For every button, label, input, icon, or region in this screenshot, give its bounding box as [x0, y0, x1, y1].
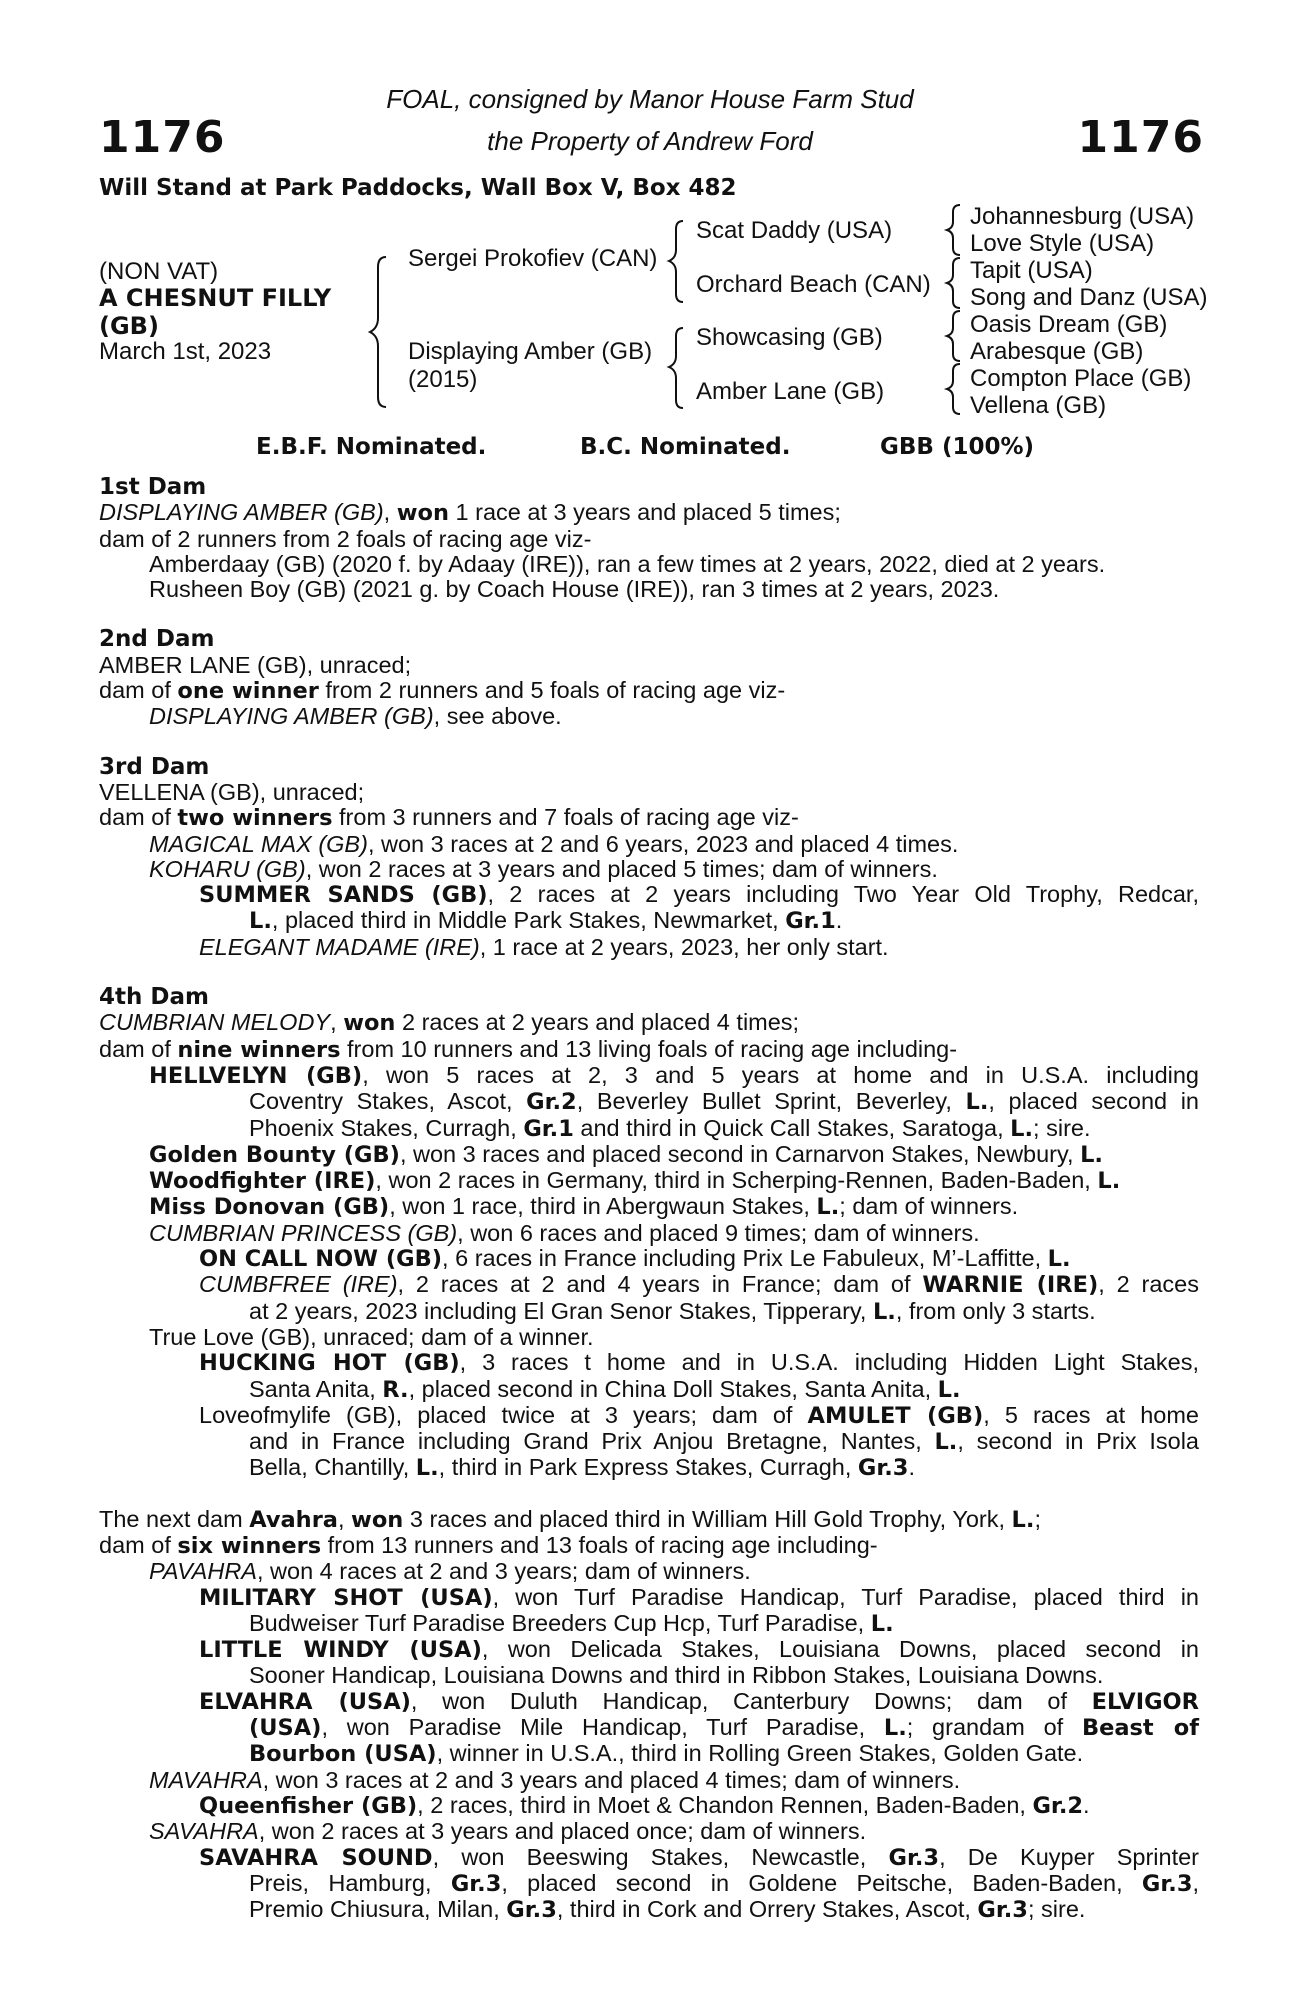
ped-ddd: Vellena (GB)	[970, 392, 1107, 419]
list-item: CUMBRIAN PRINCESS (GB), won 6 races and placed 9 times; dam of winners.	[149, 1219, 980, 1246]
second-dam-heading: 2nd Dam	[99, 626, 215, 653]
list-item-continued: (USA), won Paradise Mile Handicap, Turf Paradise, L.; grandam of Beast of	[249, 1714, 1199, 1742]
lot-number-left: 1176	[99, 112, 226, 163]
list-item: ELVAHRA (USA), won Duluth Handicap, Canterbury Downs; dam of ELVIGOR	[199, 1687, 1199, 1715]
horse-name: A CHESNUT FILLY	[99, 284, 332, 312]
fourth-dam-heading: 4th Dam	[99, 984, 209, 1011]
list-item: SUMMER SANDS (GB), 2 races at 2 years including Two Year Old Trophy, Redcar,	[199, 881, 1199, 909]
list-item-continued: Budweiser Turf Paradise Breeders Cup Hcp, Turf Paradise, L.	[249, 1609, 894, 1637]
list-item-continued: L., placed third in Middle Park Stakes, Newmarket, Gr.1.	[249, 907, 843, 935]
ped-sds: Tapit (USA)	[970, 257, 1093, 284]
list-item: Golden Bounty (GB), won 3 races and placed second in Carnarvon Stakes, Newbury, L.	[149, 1140, 1103, 1168]
fourth-dam-produce: dam of nine winners from 10 runners and 13 living foals of racing age including-	[99, 1035, 958, 1063]
list-item: HELLVELYN (GB), won 5 races at 2, 3 and 5 years at home and in U.S.A. including	[149, 1061, 1199, 1089]
list-item-continued: at 2 years, 2023 including El Gran Senor Stakes, Tipperary, L., from only 3 starts.	[249, 1297, 1096, 1325]
list-item: CUMBFREE (IRE), 2 races at 2 and 4 years in France; dam of WARNIE (IRE), 2 races	[199, 1271, 1199, 1299]
list-item: MAVAHRA, won 3 races at 2 and 3 years and placed 4 times; dam of winners.	[149, 1766, 961, 1793]
list-item: True Love (GB), unraced; dam of a winner.	[149, 1323, 594, 1350]
list-item-continued: Bella, Chantilly, L., third in Park Express Stakes, Curragh, Gr.3.	[249, 1454, 915, 1482]
sire-of-dam: Showcasing (GB)	[696, 324, 883, 351]
ebf-nomination: E.B.F. Nominated.	[256, 434, 487, 460]
list-item-continued: Coventry Stakes, Ascot, Gr.2, Beverley Bullet Sprint, Beverley, L., placed second in	[249, 1088, 1199, 1116]
list-item: HUCKING HOT (GB), 3 races t home and in U.S.A. including Hidden Light Stakes,	[199, 1349, 1199, 1377]
list-item: SAVAHRA, won 2 races at 3 years and placed once; dam of winners.	[149, 1818, 867, 1845]
third-dam-produce: dam of two winners from 3 runners and 7 foals of racing age viz-	[99, 804, 799, 832]
ped-dss: Oasis Dream (GB)	[970, 311, 1168, 338]
gbb-status: GBB (100%)	[880, 434, 1035, 460]
list-item-continued: Premio Chiusura, Milan, Gr.3, third in Cork and Orrery Stakes, Ascot, Gr.3; sire.	[249, 1896, 1086, 1924]
first-dam-record: DISPLAYING AMBER (GB), won 1 race at 3 years and placed 5 times;	[99, 499, 841, 527]
list-item: Rusheen Boy (GB) (2021 g. by Coach House (IRE)), ran 3 times at 2 years, 2023.	[149, 576, 1000, 603]
ped-ssd: Love Style (USA)	[970, 230, 1155, 257]
dam: Displaying Amber (GB)	[408, 338, 653, 365]
list-item-continued: Bourbon (USA), winner in U.S.A., third in Rolling Green Stakes, Golden Gate.	[249, 1740, 1084, 1768]
list-item-continued: Preis, Hamburg, Gr.3, placed second in Goldene Peitsche, Baden-Baden, Gr.3,	[249, 1869, 1200, 1897]
stand-location: Will Stand at Park Paddocks, Wall Box V, Box 482	[99, 175, 737, 201]
dam-of-dam: Amber Lane (GB)	[696, 378, 885, 405]
dam-of-sire: Orchard Beach (CAN)	[696, 271, 931, 298]
vat-status: (NON VAT)	[99, 258, 219, 285]
horse-dob: March 1st, 2023	[99, 338, 272, 365]
list-item: MILITARY SHOT (USA), won Turf Paradise Handicap, Turf Paradise, placed third in	[199, 1583, 1199, 1611]
list-item: SAVAHRA SOUND, won Beeswing Stakes, Newcastle, Gr.3, De Kuyper Sprinter	[199, 1843, 1200, 1871]
fourth-dam-record: CUMBRIAN MELODY, won 2 races at 2 years and placed 4 times;	[99, 1009, 800, 1037]
list-item-continued: Sooner Handicap, Louisiana Downs and third in Ribbon Stakes, Louisiana Downs.	[249, 1662, 1104, 1689]
second-dam-record: AMBER LANE (GB), unraced;	[99, 651, 412, 678]
sire: Sergei Prokofiev (CAN)	[408, 245, 658, 272]
bc-nomination: B.C. Nominated.	[580, 434, 791, 460]
ped-dds: Compton Place (GB)	[970, 365, 1192, 392]
list-item: ELEGANT MADAME (IRE), 1 race at 2 years, 2023, her only start.	[199, 933, 889, 960]
list-item-continued: Phoenix Stakes, Curragh, Gr.1 and third in Quick Call Stakes, Saratoga, L.; sire.	[249, 1114, 1091, 1142]
sire-of-sire: Scat Daddy (USA)	[696, 217, 893, 244]
next-dam-record: The next dam Avahra, won 3 races and placed third in William Hill Gold Trophy, York, L.;	[99, 1505, 1041, 1533]
first-dam-produce: dam of 2 runners from 2 foals of racing age viz-	[99, 525, 592, 552]
list-item: Queenfisher (GB), 2 races, third in Moet & Chandon Rennen, Baden-Baden, Gr.2.	[199, 1791, 1090, 1819]
third-dam-record: VELLENA (GB), unraced;	[99, 778, 365, 805]
lot-number-right: 1176	[1077, 112, 1204, 163]
next-dam-produce: dam of six winners from 13 runners and 13 foals of racing age including-	[99, 1531, 878, 1559]
first-dam-heading: 1st Dam	[99, 474, 207, 500]
list-item: Miss Donovan (GB), won 1 race, third in Abergwaun Stakes, L.; dam of winners.	[149, 1193, 1019, 1221]
third-dam-heading: 3rd Dam	[99, 753, 210, 780]
horse-origin: (GB)	[99, 312, 159, 340]
ped-sss: Johannesburg (USA)	[970, 203, 1195, 230]
ped-dsd: Arabesque (GB)	[970, 338, 1144, 365]
list-item: Amberdaay (GB) (2020 f. by Adaay (IRE)), ran a few times at 2 years, 2022, died at 2 years.	[149, 550, 1106, 577]
list-item-continued: Santa Anita, R., placed second in China Doll Stakes, Santa Anita, L.	[249, 1375, 961, 1403]
list-item: DISPLAYING AMBER (GB), see above.	[149, 703, 562, 730]
consignor-line: FOAL, consigned by Manor House Farm Stud	[386, 84, 914, 114]
list-item: Loveofmylife (GB), placed twice at 3 years; dam of AMULET (GB), 5 races at home	[199, 1401, 1199, 1429]
second-dam-produce: dam of one winner from 2 runners and 5 foals of racing age viz-	[99, 677, 786, 705]
list-item: KOHARU (GB), won 2 races at 3 years and placed 5 times; dam of winners.	[149, 855, 938, 882]
catalogue-page-body	[99, 475, 1199, 1923]
property-line: the Property of Andrew Ford	[487, 126, 813, 156]
list-item: LITTLE WINDY (USA), won Delicada Stakes, Louisiana Downs, placed second in	[199, 1636, 1199, 1664]
ped-sdd: Song and Danz (USA)	[970, 284, 1208, 311]
list-item: MAGICAL MAX (GB), won 3 races at 2 and 6 years, 2023 and placed 4 times.	[149, 830, 959, 857]
list-item-continued: and in France including Grand Prix Anjou Bretagne, Nantes, L., second in Prix Isola	[249, 1428, 1199, 1456]
list-item: PAVAHRA, won 4 races at 2 and 3 years; dam of winners.	[149, 1558, 751, 1585]
list-item: ON CALL NOW (GB), 6 races in France including Prix Le Fabuleux, M’-Laffitte, L.	[199, 1245, 1071, 1273]
dam-year: (2015)	[408, 366, 478, 393]
list-item: Woodfighter (IRE), won 2 races in Germany, third in Scherping-Rennen, Baden-Baden, L.	[149, 1167, 1121, 1195]
